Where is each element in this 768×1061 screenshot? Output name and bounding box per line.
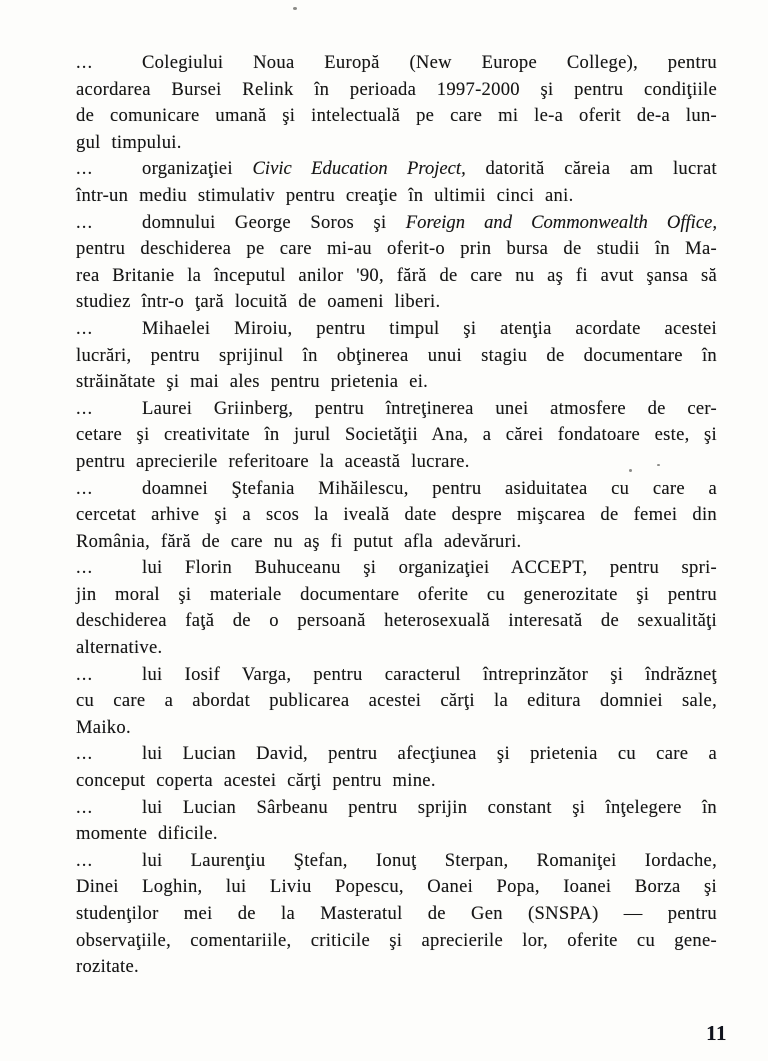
text-line: ... lui Iosif Varga, pentru caracterul întreprinzător şi îndrăzneţ	[76, 662, 717, 689]
text-line: ... lui Florin Buhuceanu şi organizaţiei ACCEPT, pentru spri-	[76, 555, 717, 582]
ellipsis-marker: ...	[76, 557, 94, 579]
ellipsis-marker: ...	[76, 849, 94, 871]
text-line: observaţiile, comentariile, criticile şi aprecierile lor, oferite cu gene-	[76, 929, 717, 951]
text-line: deschiderea faţă de o persoană heterosexuală interesată de sexualităţi	[76, 610, 717, 632]
text-line: conceput coperta acestei cărţi pentru mine.	[76, 770, 436, 792]
paragraph	[76, 316, 717, 396]
text-line: acordarea Bursei Relink în perioada 1997-2000 şi pentru condiţiile	[76, 78, 717, 100]
ellipsis-marker: ...	[76, 158, 94, 180]
paragraph	[76, 848, 717, 981]
paragraph	[76, 156, 717, 209]
text-line: străinătate şi mai ales pentru prietenia ei.	[76, 371, 429, 393]
paragraph	[76, 662, 717, 742]
paragraph	[76, 741, 717, 794]
text-line: alternative.	[76, 637, 163, 659]
text-line: gul timpului.	[76, 131, 182, 153]
ellipsis-marker: ...	[76, 477, 94, 499]
text-line: ... Laurei Griinberg, pentru întreţinerea unei atmosfere de cer-	[76, 396, 717, 423]
acknowledgments	[76, 50, 717, 981]
scan-speck	[657, 464, 660, 466]
text-line: ... lui Laurenţiu Ştefan, Ionuţ Sterpan, Romaniţei Iordache,	[76, 848, 717, 875]
text-line: cercetat arhive şi a scos la iveală date despre mişcarea de femei din	[76, 504, 717, 526]
text-line: ... domnului George Soros şi Foreign and Commonwealth Office,	[76, 210, 717, 237]
text-line: rea Britanie la începutul anilor '90, fără de care nu aş fi avut şansa să	[76, 264, 717, 286]
text-line: pentru deschiderea pe care mi-au oferit-o prin bursa de studii în Ma-	[76, 238, 717, 260]
text-line: pentru aprecierile referitoare la această lucrare.	[76, 450, 470, 472]
paragraph	[76, 50, 717, 156]
paragraph	[76, 795, 717, 848]
paragraph	[76, 210, 717, 316]
text-line: ... organizaţiei Civic Education Project, datorită căreia am lucrat	[76, 156, 717, 183]
text-line: momente dificile.	[76, 823, 218, 845]
text-line: ... Colegiului Noua Europă (New Europe College), pentru	[76, 50, 717, 77]
ellipsis-marker: ...	[76, 52, 94, 73]
text-line: studiez într-o ţară locuită de oameni liberi.	[76, 291, 441, 313]
text-line: ... lui Lucian David, pentru afecţiunea şi prietenia cu care a	[76, 741, 717, 768]
paragraph	[76, 476, 717, 556]
paragraph	[76, 396, 717, 476]
text-line: Dinei Loghin, lui Liviu Popescu, Oanei Popa, Ioanei Borza şi	[76, 876, 717, 898]
ellipsis-marker: ...	[76, 796, 94, 818]
paragraph	[76, 555, 717, 661]
text-line: ... doamnei Ştefania Mihăilescu, pentru asiduitatea cu care a	[76, 476, 717, 503]
page-number: 11	[706, 1021, 727, 1045]
ellipsis-marker: ...	[76, 743, 94, 765]
text-line: România, fără de care nu aş fi putut afla adevăruri.	[76, 530, 522, 552]
scan-speck	[629, 469, 632, 472]
text-line: într-un mediu stimulativ pentru creaţie în ultimii cinci ani.	[76, 184, 574, 206]
ellipsis-marker: ...	[76, 211, 94, 233]
scan-speck	[293, 7, 297, 10]
text-line: studenţilor mei de la Masteratul de Gen (SNSPA) — pentru	[76, 903, 717, 924]
ellipsis-marker: ...	[76, 397, 94, 419]
text-line: jin moral şi materiale documentare oferite cu generozitate şi pentru	[76, 583, 717, 605]
ellipsis-marker: ...	[76, 317, 94, 339]
text-line: lucrări, pentru sprijinul în obţinerea unui stagiu de documentare în	[76, 344, 717, 366]
text-line: ... lui Lucian Sârbeanu pentru sprijin constant şi înţelegere în	[76, 795, 717, 822]
text-line: ... Mihaelei Miroiu, pentru timpul şi atenţia acordate acestei	[76, 316, 717, 343]
ellipsis-marker: ...	[76, 663, 94, 685]
text-line: Maiko.	[76, 716, 131, 738]
text-line: cu care a abordat publicarea acestei cărţi la editura domniei sale,	[76, 690, 717, 712]
text-line: rozitate.	[76, 956, 139, 978]
text-line: cetare şi creativitate în jurul Societăţii Ana, a cărei fondatoare este, şi	[76, 424, 717, 446]
text-line: de comunicare umană şi intelectuală pe care mi le-a oferit de-a lun-	[76, 105, 717, 127]
